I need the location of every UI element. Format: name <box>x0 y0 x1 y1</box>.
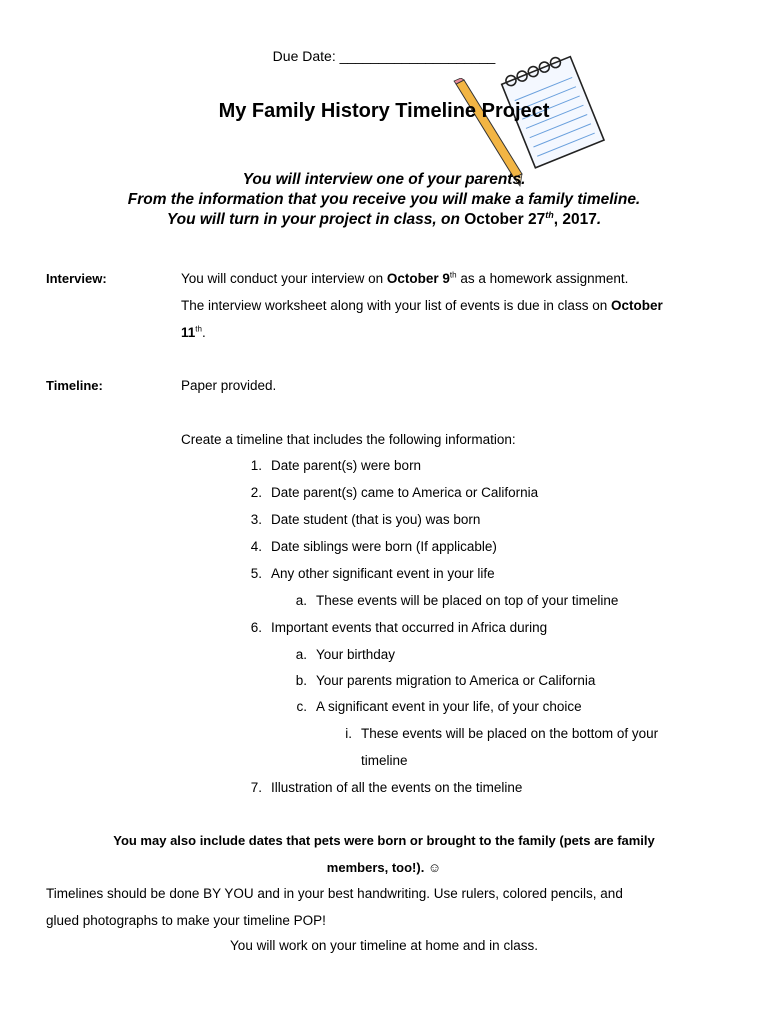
list-item: Important events that occurred in Africa during <box>271 620 548 635</box>
interview-label: Interview: <box>46 271 107 286</box>
list-item-number: b. <box>295 673 307 688</box>
list-item: Your parents migration to America or California <box>316 673 596 688</box>
list-item-number: i. <box>345 726 352 741</box>
intro-line-2: From the information that you receive you will make a family timeline. <box>127 191 641 208</box>
pets-note-line-1: You may also include dates that pets were born or brought to the family (pets are family <box>113 833 655 848</box>
list-item-number: 5. <box>250 566 262 581</box>
intro-line-3: You will turn in your project in class, on October 27th, 2017. <box>166 209 602 228</box>
pets-note-line-2: members, too!). ☺ <box>326 860 442 875</box>
instructions-line-1: Timelines should be done BY YOU and in your best handwriting. Use rulers, colored pencils, and <box>46 886 623 901</box>
list-item-number: c. <box>296 699 307 714</box>
list-item-number: 4. <box>250 539 262 554</box>
list-item: Illustration of all the events on the timeline <box>271 780 523 795</box>
interview-line-2: The interview worksheet along with your list of events is due in class on October 11th. <box>181 298 663 340</box>
intro-line-1: You will interview one of your parents. <box>242 171 526 188</box>
timeline-paper: Paper provided. <box>181 378 277 393</box>
list-item: Date student (that is you) was born <box>271 512 481 527</box>
list-item-number: 6. <box>250 620 262 635</box>
list-item: Date parent(s) were born <box>271 458 422 473</box>
list-item: A significant event in your life, of your choice <box>316 699 582 714</box>
list-item-number: a. <box>295 593 307 608</box>
list-item: These events will be placed on top of your timeline <box>316 593 619 608</box>
interview-line-1: You will conduct your interview on October 9th as a homework assignment. <box>181 270 629 286</box>
work-location-line: You will work on your timeline at home and in class. <box>230 938 538 953</box>
list-item-number: 1. <box>250 458 262 473</box>
list-item-number: 7. <box>250 780 262 795</box>
due-date-line: Due Date: ____________________ <box>272 48 496 64</box>
instructions-line-2: glued photographs to make your timeline POP! <box>46 913 326 928</box>
list-item-number: 3. <box>250 512 262 527</box>
list-item: Date parent(s) came to America or California <box>271 485 539 500</box>
list-item-number: a. <box>295 647 307 662</box>
list-item: Any other significant event in your life <box>271 566 495 581</box>
page-title: My Family History Timeline Project <box>218 100 550 122</box>
list-item: These events will be placed on the bottom of your <box>361 726 659 741</box>
timeline-create: Create a timeline that includes the following information: <box>181 432 516 447</box>
list-item: Date siblings were born (If applicable) <box>271 539 497 554</box>
list-item: timeline <box>361 753 408 768</box>
list-item: Your birthday <box>316 647 396 662</box>
list-item-number: 2. <box>250 485 262 500</box>
timeline-label: Timeline: <box>46 378 103 393</box>
